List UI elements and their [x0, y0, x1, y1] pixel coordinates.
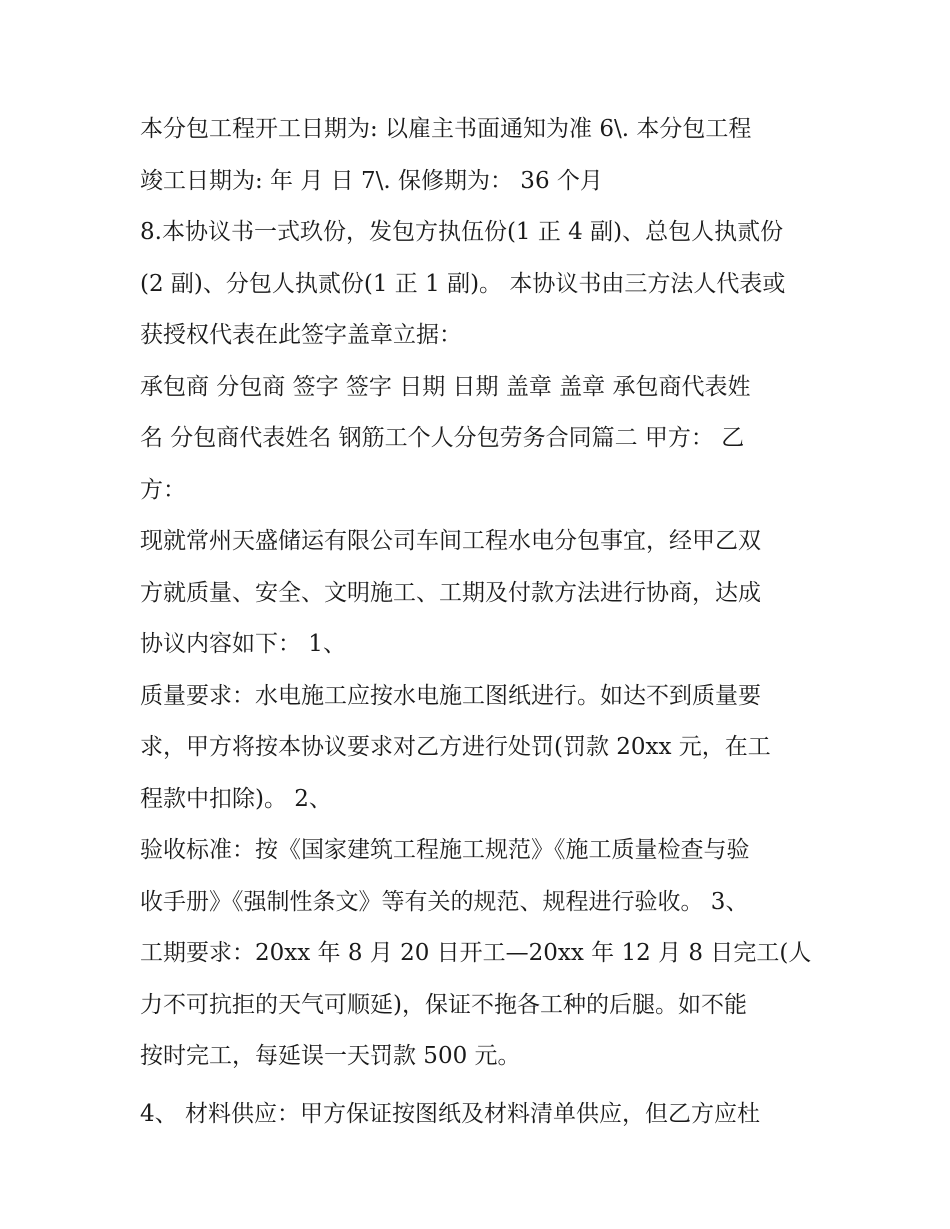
text-line: 方就质量、安全、文明施工、工期及付款方法进行协商，达成 [140, 579, 761, 606]
text-line: 工期要求：20xx 年 8 月 20 日开工—20xx 年 12 月 8 日完工(人 [140, 940, 812, 966]
text-line: 获授权代表在此签字盖章立据： [140, 322, 462, 348]
document-body [140, 104, 820, 1140]
text-line: 名 分包商代表姓名 钢筋工个人分包劳务合同篇二 甲方： 乙 [140, 425, 745, 451]
text-line: 按时完工，每延误一天罚款 500 元。 [140, 1043, 521, 1069]
text-line: 质量要求：水电施工应按水电施工图纸进行。如达不到质量要 [140, 682, 761, 709]
text-line: 承包商 分包商 签字 签字 日期 日期 盖章 盖章 承包商代表姓 [140, 373, 751, 400]
text-line: 验收标准：按《国家建筑工程施工规范》《施工质量检查与验 [140, 837, 750, 863]
text-line: (2 副)、分包人执贰份(1 正 1 副)。 本协议书由三方法人代表或 [140, 270, 786, 297]
text-line: 协议内容如下： 1、 [140, 631, 346, 657]
text-line: 现就常州天盛储运有限公司车间工程水电分包事宜，经甲乙双 [140, 528, 761, 554]
text-line: 本分包工程开工日期为: 以雇主书面通知为准 6\. 本分包工程 [140, 116, 752, 142]
text-line: 8.本协议书一式玖份，发包方执伍份(1 正 4 副)、总包人执贰份 [140, 219, 784, 245]
text-line: 收手册》《强制性条文》等有关的规范、规程进行验收。 3、 [140, 888, 749, 915]
text-line: 力不可抗拒的天气可顺延)，保证不拖各工种的后腿。如不能 [140, 991, 747, 1018]
text-line: 求，甲方将按本协议要求对乙方进行处罚(罚款 20xx 元，在工 [140, 734, 771, 760]
text-line: 方： [140, 476, 186, 503]
text-line: 竣工日期为: 年 月 日 7\. 保修期为： 36 个月 [140, 167, 603, 194]
text-line: 程款中扣除)。 2、 [140, 785, 332, 812]
text-line: 4、 材料供应：甲方保证按图纸及材料清单供应，但乙方应杜 [140, 1100, 760, 1127]
